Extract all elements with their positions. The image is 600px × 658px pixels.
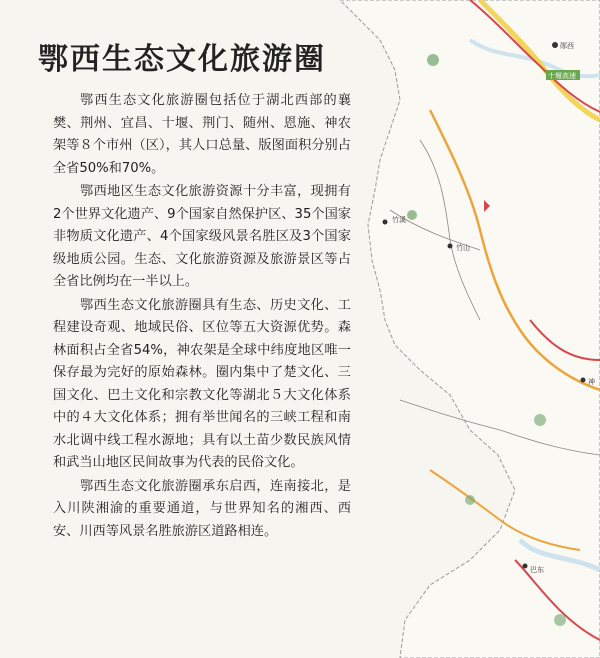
map-label-yunxi: 郧西 bbox=[560, 42, 574, 50]
map-label-highway: 十堰高速 bbox=[548, 72, 576, 80]
article-paragraph: 鄂西生态文化旅游圈承东启西，连南接北，是入川陕湘渝的重要通道，与世界知名的湘西、西安、川西等风景名胜旅游区道路相连。 bbox=[53, 478, 351, 539]
city-marker bbox=[552, 42, 558, 48]
city-marker bbox=[523, 564, 528, 569]
city-marker bbox=[383, 220, 388, 225]
city-marker bbox=[448, 244, 453, 249]
article-paragraph: 鄂西生态文化旅游圈包括位于湖北西部的襄樊、荆州、宜昌、十堰、荆门、随州、恩施、神农架等８个市州（区），其人口总量、版图面积分别占全省50%和70%。 bbox=[53, 93, 351, 176]
article-paragraph: 鄂西生态文化旅游圈具有生态、历史文化、工程建设奇观、地域民俗、区位等五大资源优势。森林面积占全省54%，神农架是全球中纬度地区唯一保存最为完好的原始森林。圈内集中了楚文化、三国文化、巴土文化和宗教文化等湖北５大文化体系中的４大文化体系；拥有举世闻名的三峡工程和南水北调中线工程水源地；具有以土苗少数民族风情和武当山地区民间故事为代表的民俗文化。 bbox=[53, 297, 351, 470]
map-label-zhushan: 竹山 bbox=[456, 244, 470, 252]
park-marker bbox=[427, 54, 439, 66]
map-label-badong: 巴东 bbox=[530, 566, 544, 574]
city-marker bbox=[581, 378, 586, 383]
park-marker bbox=[465, 495, 475, 505]
map-label-zhuxi: 竹溪 bbox=[392, 216, 406, 224]
page-title: 鄂西生态文化旅游圈 bbox=[38, 42, 326, 77]
map-label-shen: 神 bbox=[588, 378, 595, 386]
park-marker bbox=[534, 414, 546, 426]
park-marker bbox=[407, 210, 417, 220]
article-paragraph: 鄂西地区生态文化旅游资源十分丰富，现拥有2个世界文化遗产、9个国家自然保护区、35个国家非物质文化遗产、4个国家级风景名胜区及3个国家级地质公园。生态、文化旅游资源及旅游景区等占全省比例均在一半以上。 bbox=[53, 184, 351, 289]
park-marker bbox=[554, 614, 566, 626]
